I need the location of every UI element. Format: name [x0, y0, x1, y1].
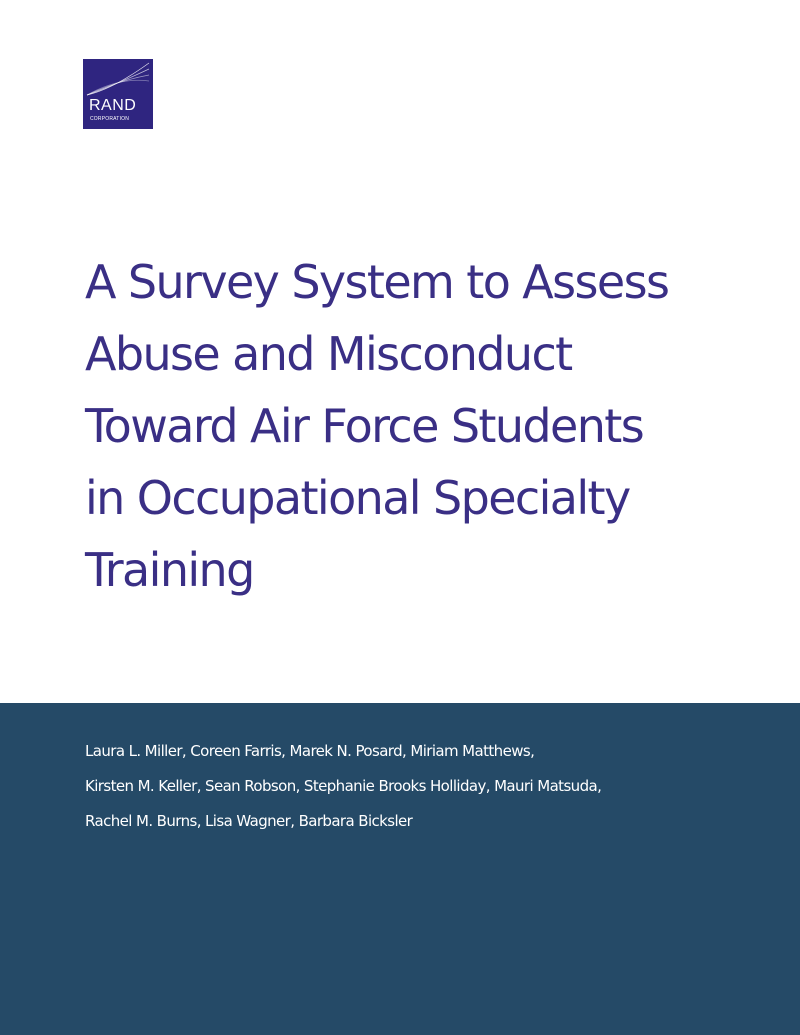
- logo-subtitle: CORPORATION: [90, 116, 130, 122]
- title-line: Abuse and Misconduct: [85, 327, 572, 381]
- logo-name: RAND: [89, 97, 137, 114]
- author-line: Kirsten M. Keller, Sean Robson, Stephanie Brooks Holliday, Mauri Matsuda,: [85, 777, 602, 795]
- title-line: Training: [85, 543, 254, 597]
- rand-logo: [83, 59, 153, 129]
- title-line: in Occupational Specialty: [85, 471, 630, 525]
- report-title: [85, 246, 765, 606]
- title-line: Toward Air Force Students: [85, 399, 644, 453]
- title-line: A Survey System to Assess: [85, 255, 669, 309]
- author-list: [85, 734, 765, 839]
- author-line: Laura L. Miller, Coreen Farris, Marek N. Posard, Miriam Matthews,: [85, 742, 535, 760]
- author-line: Rachel M. Burns, Lisa Wagner, Barbara Bicksler: [85, 812, 413, 830]
